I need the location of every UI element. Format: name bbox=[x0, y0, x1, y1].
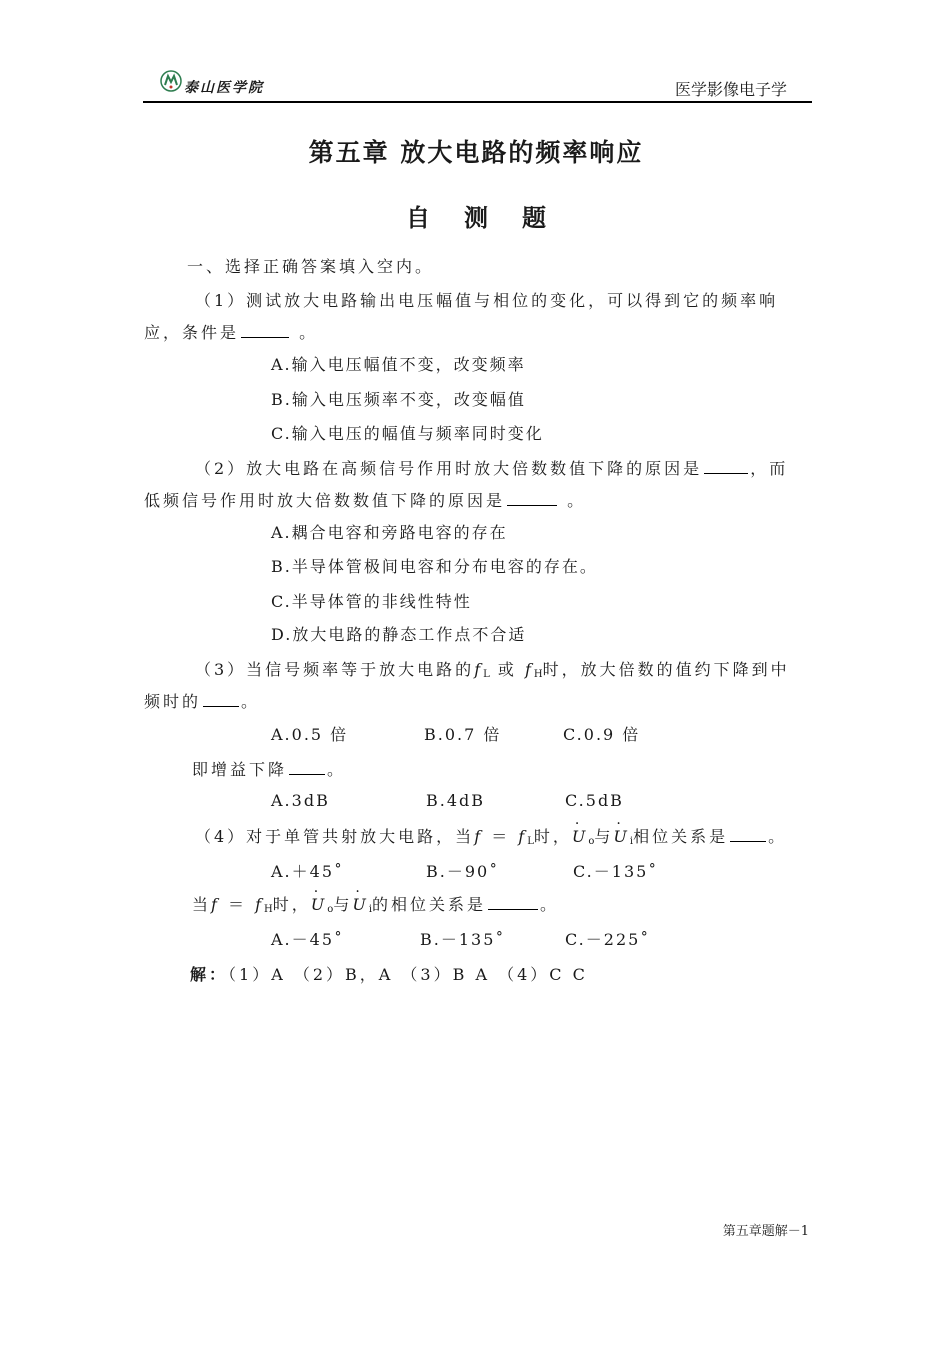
q3-option-c: C.0.9 倍 bbox=[563, 725, 641, 744]
answer-text: （1）A （2）B，A （3）B A （4）C C bbox=[228, 965, 588, 984]
answer-blank bbox=[507, 491, 557, 506]
q4-option2-b: B.－135˚ bbox=[420, 930, 506, 949]
q4-option-a: A.＋45˚ bbox=[271, 862, 345, 881]
q2-option-d: D.放大电路的静态工作点不合适 bbox=[271, 625, 527, 644]
q2-option-a: A.耦合电容和旁路电容的存在 bbox=[271, 523, 508, 542]
q3-line2: 频时的 。 bbox=[144, 692, 261, 711]
q3-option-b: B.0.7 倍 bbox=[424, 725, 502, 744]
q3-line1: （3）当信号频率等于放大电路的$f_L$ 或 $f_H$时，放大倍数的值约下降到中 bbox=[195, 660, 790, 680]
q3-gain-line: 即增益下降 。 bbox=[192, 760, 347, 779]
answer-blank bbox=[203, 692, 239, 707]
q4-option2-a: A.－45˚ bbox=[271, 930, 345, 949]
answer-blank bbox=[730, 827, 766, 842]
q2-line2: 低频信号作用时放大倍数数值下降的原因是 。 bbox=[144, 491, 587, 510]
answer-blank bbox=[704, 459, 748, 474]
q3-option-a: A.0.5 倍 bbox=[271, 725, 349, 744]
q2-option-b: B.半导体管极间电容和分布电容的存在。 bbox=[271, 557, 598, 576]
section-heading: 一、选择正确答案填入空内。 bbox=[187, 257, 435, 276]
answer-blank bbox=[488, 895, 538, 910]
q1-option-c: C.输入电压的幅值与频率同时变化 bbox=[271, 424, 544, 443]
q2-option-c: C.半导体管的非线性特性 bbox=[271, 592, 472, 611]
answer-blank bbox=[241, 323, 289, 338]
page-footer: 第五章题解－1 bbox=[722, 1224, 809, 1239]
q4-option2-c: C.－225˚ bbox=[565, 930, 651, 949]
answer-blank bbox=[289, 760, 325, 775]
q3-gain-option-c: C.5dB bbox=[565, 791, 624, 810]
q4-option-c: C.－135˚ bbox=[573, 862, 659, 881]
chapter-title: 第五章 放大电路的频率响应 bbox=[308, 138, 644, 167]
q1-line1: （1）测试放大电路输出电压幅值与相位的变化，可以得到它的频率响 bbox=[195, 291, 779, 310]
section-title: 自测题 bbox=[406, 204, 580, 232]
q1-option-a: A.输入电压幅值不变，改变频率 bbox=[271, 355, 526, 374]
q3-gain-option-a: A.3dB bbox=[271, 791, 330, 810]
school-logo bbox=[160, 70, 182, 92]
q4-line2: 当$f = f_H$时，· $U_o$与· $U_i$的相位关系是 。 bbox=[192, 892, 559, 915]
q4-option-b: B.－90˚ bbox=[426, 862, 500, 881]
q1-option-b: B.输入电压频率不变，改变幅值 bbox=[271, 390, 526, 409]
q3-gain-option-b: B.4dB bbox=[426, 791, 486, 810]
course-name: 医学影像电子学 bbox=[674, 80, 787, 99]
answer-line bbox=[190, 962, 588, 985]
q1-line2: 应，条件是 。 bbox=[144, 323, 319, 342]
answer-label: 解： bbox=[190, 965, 229, 984]
header-rule bbox=[143, 101, 812, 103]
school-name: 泰山医学院 bbox=[184, 80, 264, 96]
q2-line1: （2）放大电路在高频信号作用时放大倍数数值下降的原因是 ，而 bbox=[195, 459, 789, 478]
q4-line1: （4）对于单管共射放大电路，当$f = f_L$时，· $U_o$与· $U_i$相位关系是 。 bbox=[195, 824, 787, 847]
